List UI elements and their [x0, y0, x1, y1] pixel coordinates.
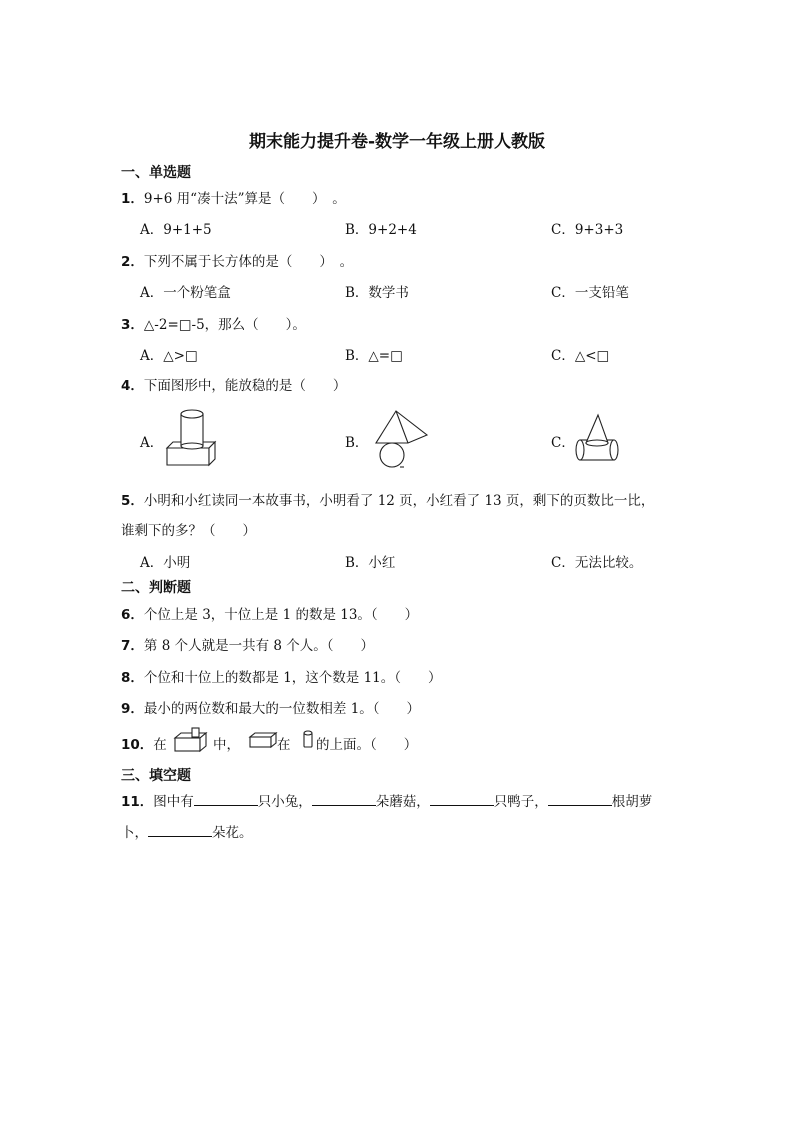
q4-option-a[interactable]: A．	[140, 435, 164, 451]
answer-blank[interactable]	[194, 793, 258, 806]
q2-option-c[interactable]: C．一支铅笔	[551, 285, 629, 301]
page-title: 期末能力提升卷-数学一年级上册人教版	[248, 132, 546, 152]
question-text: 在	[153, 737, 167, 753]
question-text: △-2=□-5，那么（ ）。	[143, 317, 306, 333]
q2-option-a[interactable]: A．一个粉笔盒	[140, 285, 231, 301]
q4-option-b[interactable]: B．	[345, 435, 369, 451]
question-7	[121, 634, 374, 654]
question-number: 11．	[121, 794, 154, 810]
question-text: 图中有	[153, 794, 194, 810]
q5-option-c[interactable]: C．无法比较。	[551, 555, 643, 571]
cone-on-cylinder-icon[interactable]	[576, 413, 622, 467]
q3-option-b[interactable]: B．△=□	[345, 348, 403, 364]
question-text: 个位和十位上的数都是 1，这个数是 11。（ ）	[143, 670, 442, 686]
q1-option-b[interactable]: B．9+2+4	[345, 222, 417, 238]
question-text: 个位上是 3，十位上是 1 的数是 13。（ ）	[143, 607, 419, 623]
question-9	[121, 697, 420, 717]
question-10-number	[121, 733, 167, 753]
question-6	[121, 603, 418, 623]
question-8	[121, 666, 442, 686]
question-number: 1．	[121, 191, 144, 207]
question-text: 下列不属于长方体的是（ ） 。	[143, 254, 354, 270]
answer-blank[interactable]	[430, 793, 494, 806]
question-3	[121, 313, 306, 333]
question-text: 卜，	[121, 825, 148, 841]
question-number: 3．	[121, 317, 144, 333]
question-11-continued	[121, 821, 253, 841]
question-text: 朵花。	[212, 825, 253, 841]
question-4	[121, 374, 346, 394]
question-number: 4．	[121, 378, 144, 394]
q3-option-a[interactable]: A．△>□	[140, 348, 198, 364]
section-heading-fill-blank: 三、填空题	[121, 768, 191, 784]
question-text: 只鸭子，	[493, 794, 548, 810]
q2-option-b[interactable]: B．数学书	[345, 285, 409, 301]
stacked-shapes-icon	[174, 727, 210, 753]
question-number: 2．	[121, 254, 144, 270]
q1-option-c[interactable]: C．9+3+3	[551, 222, 624, 238]
question-10-text-a: 中，	[213, 737, 240, 753]
question-number: 9．	[121, 701, 144, 717]
question-text: 小明和小红读同一本故事书，小明看了 12 页，小红看了 13 页，剩下的页数比一比，	[143, 493, 655, 509]
q3-option-c[interactable]: C．△<□	[551, 348, 610, 364]
question-text: 下面图形中，能放稳的是（ ）	[143, 378, 347, 394]
q4-option-c[interactable]: C．	[551, 435, 575, 451]
question-10-text-b: 在	[277, 737, 291, 753]
question-text: 9+6 用“凑十法”算是（ ） 。	[143, 191, 346, 207]
question-number: 10．	[121, 737, 154, 753]
question-11	[121, 790, 652, 810]
question-text: 只小兔，	[257, 794, 312, 810]
q1-option-a[interactable]: A．9+1+5	[140, 222, 212, 238]
cuboid-icon	[249, 731, 277, 749]
cylinder-icon	[302, 730, 314, 750]
question-number: 8．	[121, 670, 144, 686]
question-text: 第 8 个人就是一共有 8 个人。（ ）	[143, 638, 374, 654]
q5-option-a[interactable]: A．小明	[140, 555, 191, 571]
question-1	[121, 187, 346, 207]
answer-blank[interactable]	[312, 793, 376, 806]
question-text: 最小的两位数和最大的一位数相差 1。（ ）	[143, 701, 421, 717]
question-number: 5．	[121, 493, 144, 509]
question-text: 根胡萝	[611, 794, 653, 810]
question-2	[121, 250, 353, 270]
q5-option-b[interactable]: B．小红	[345, 555, 396, 571]
answer-blank[interactable]	[548, 793, 612, 806]
question-10-text-c: 的上面。（ ）	[316, 737, 418, 753]
question-text: 朵蘑菇，	[375, 794, 430, 810]
question-number: 6．	[121, 607, 144, 623]
cylinder-on-cuboid-icon[interactable]	[165, 408, 217, 468]
question-number: 7．	[121, 638, 144, 654]
answer-blank[interactable]	[148, 824, 212, 837]
section-heading-single-choice: 一、单选题	[121, 165, 191, 181]
question-5-continued: 谁剩下的多？（ ）	[121, 523, 256, 539]
section-heading-true-false: 二、判断题	[121, 580, 191, 596]
question-5	[121, 489, 654, 509]
cone-on-sphere-icon[interactable]	[372, 409, 430, 469]
